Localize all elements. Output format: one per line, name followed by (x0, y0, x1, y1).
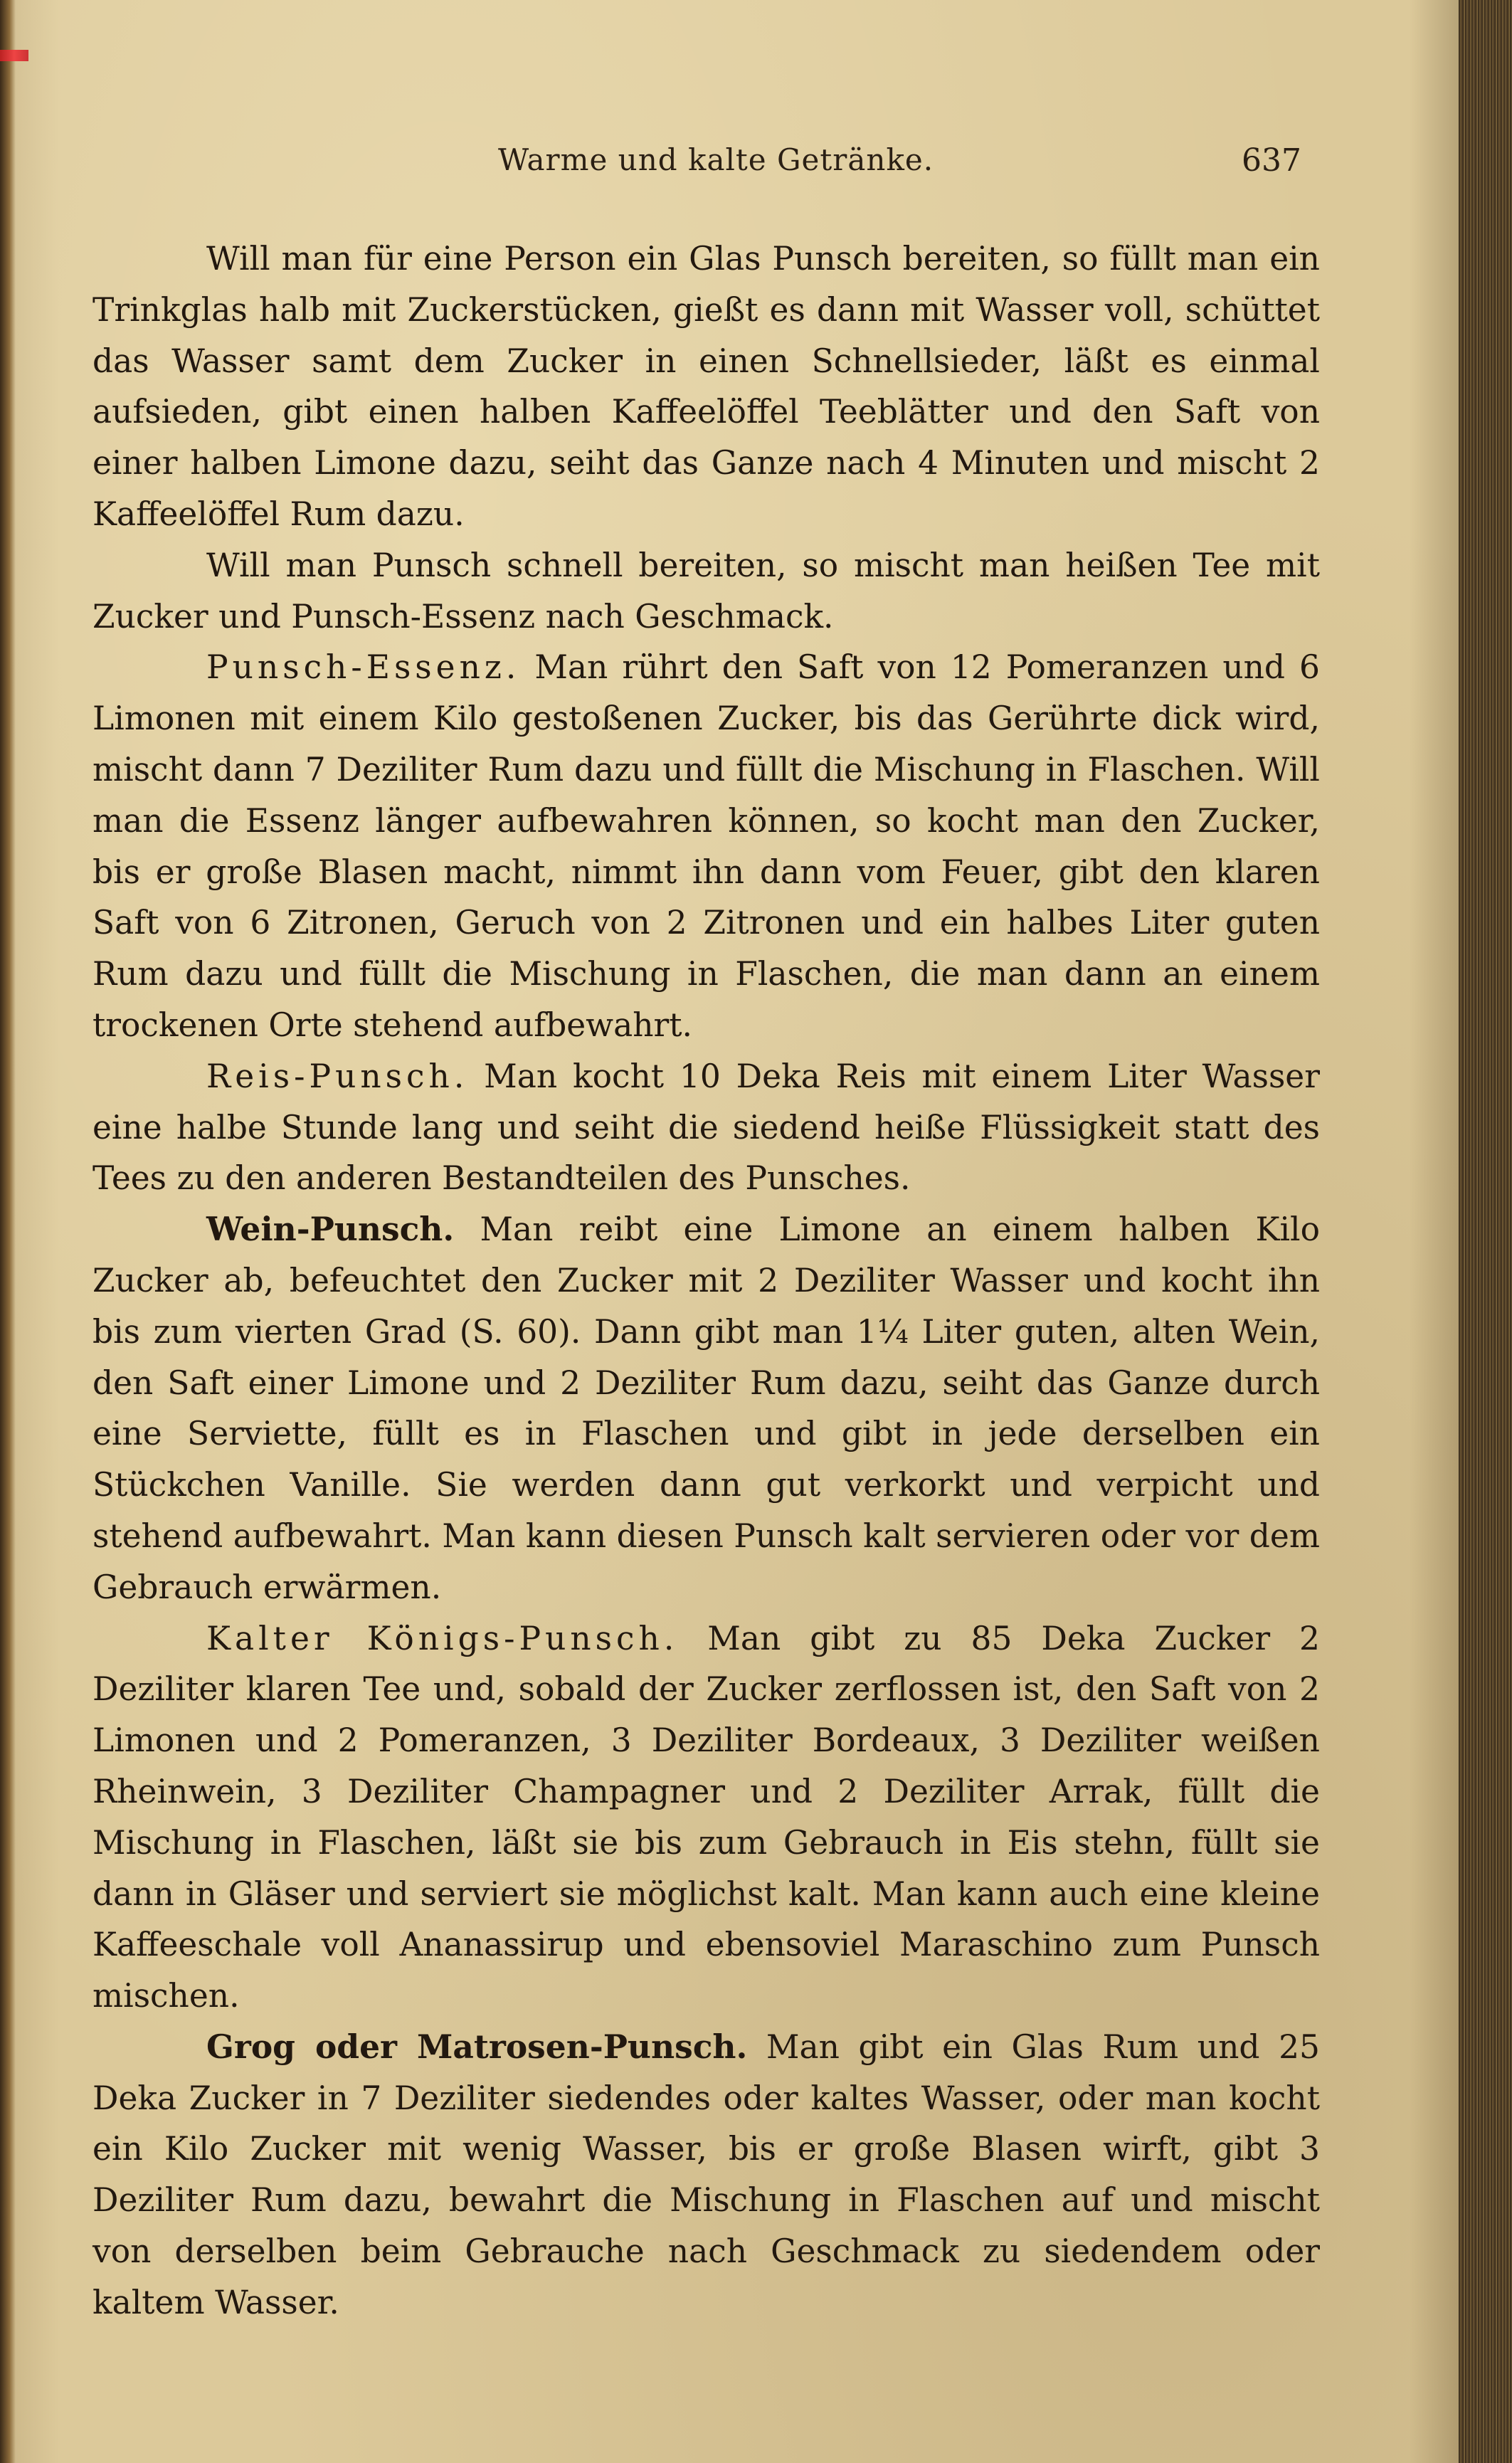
paragraph-text: Man rührt den Saft von 12 Pomeranzen und 6 Limonen mit einem Kilo gestoßenen Zucker, bis das Gerührte dick wird, mischt dann 7 Deziliter Rum dazu und füllt die Mischung in Flaschen. Will man die Essenz länger aufbewahren können, so kocht man den Zucker, bis er große Blasen macht, nimmt ihn dann vom Feuer, gibt den klaren Saft von 6 Zitronen, Geruch von 2 Zitronen und ein halbes Liter guten Rum dazu und füllt die Mischung in Flaschen, die man dann an einem trockenen Orte stehend aufbewahrt. (92, 648, 1320, 1044)
paragraph-text: Will man Punsch schnell bereiten, so mischt man heißen Tee mit Zucker und Punsch-Essenz nach Geschmack. (92, 546, 1320, 635)
paragraph-cold-kings-punch (92, 1613, 1320, 2022)
paragraph-text: Man gibt zu 85 Deka Zucker 2 Deziliter klaren Tee und, sobald der Zucker zerflossen ist, den Saft von 2 Limonen und 2 Pomeranzen, 3 Deziliter Bordeaux, 3 Deziliter weißen Rheinwein, 3 Deziliter Champagner und 2 Deziliter Arrak, füllt die Mischung in Flaschen, läßt sie bis zum Gebrauch in Eis stehn, füllt sie dann in Gläser und serviert sie möglichst kalt. Man kann auch eine kleine Kaffeeschale voll Ananassirup und ebensoviel Maraschino zum Punsch mischen. (92, 1619, 1320, 2015)
paragraph-text: Man gibt ein Glas Rum und 25 Deka Zucker in 7 Deziliter siedendes oder kaltes Wasser, oder man kocht ein Kilo Zucker mit wenig Wasser, bis er große Blasen wirft, gibt 3 Deziliter Rum dazu, bewahrt die Mischung in Flaschen auf und mischt von derselben beim Gebrauche nach Geschmack zu siedendem oder kaltem Wasser. (92, 2027, 1320, 2321)
running-title: Warme und kalte Getränke. (498, 142, 934, 177)
paragraph-grog (92, 2022, 1320, 2328)
paragraph-wine-punch (92, 1204, 1320, 1613)
paragraph-text: Man kocht 10 Deka Reis mit einem Liter Wasser eine halbe Stunde lang und seiht die siedend heiße Flüssigkeit statt des Tees zu den anderen Bestandteilen des Punsches. (92, 1057, 1320, 1198)
page-body (92, 233, 1320, 2328)
paragraph-text: Man reibt eine Limone an einem halben Kilo Zucker ab, befeuchtet den Zucker mit 2 Deziliter Wasser und kocht ihn bis zum vierten Grad (S. 60). Dann gibt man 1¼ Liter guten, alten Wein, den Saft einer Limone und 2 Deziliter Rum dazu, seiht das Ganze durch eine Serviette, füllt es in Flaschen und gibt in jede derselben ein Stückchen Vanille. Sie werden dann gut verkorkt und verpicht und stehend aufbewahrt. Man kann diesen Punsch kalt servieren oder vor dem Gebrauch erwärmen. (92, 1211, 1320, 1606)
paragraph-quick-punch (92, 540, 1320, 643)
recipe-title-punsch-essenz: Punsch-Essenz. (206, 648, 521, 687)
paragraph-punch-essence (92, 642, 1320, 1050)
recipe-title-reis-punsch: Reis-Punsch. (206, 1057, 469, 1095)
bookmark-ribbon (0, 50, 28, 61)
paragraph-rice-punch (92, 1051, 1320, 1204)
recipe-title-grog: Grog oder Matrosen-Punsch. (206, 2027, 748, 2066)
page-header (0, 142, 1484, 185)
recipe-title-wein-punsch: Wein-Punsch. (206, 1210, 455, 1249)
page-number: 637 (1242, 142, 1301, 179)
paragraph-single-glass-punch (92, 233, 1320, 540)
page-gutter-shadow (0, 0, 16, 2463)
paragraph-text: Will man für eine Person ein Glas Punsch bereiten, so füllt man ein Trinkglas halb mit Zuckerstücken, gießt es dann mit Wasser voll, schüttet das Wasser samt dem Zucker in einen Schnellsieder, läßt es einmal aufsieden, gibt einen halben Kaffeelöffel Teeblätter und den Saft von einer halben Limone dazu, seiht das Ganze nach 4 Minuten und mischt 2 Kaffeelöffel Rum dazu. (92, 240, 1320, 533)
book-page-edges (1459, 0, 1512, 2463)
recipe-title-kalter-koenigs-punsch: Kalter Königs-Punsch. (206, 1619, 679, 1657)
